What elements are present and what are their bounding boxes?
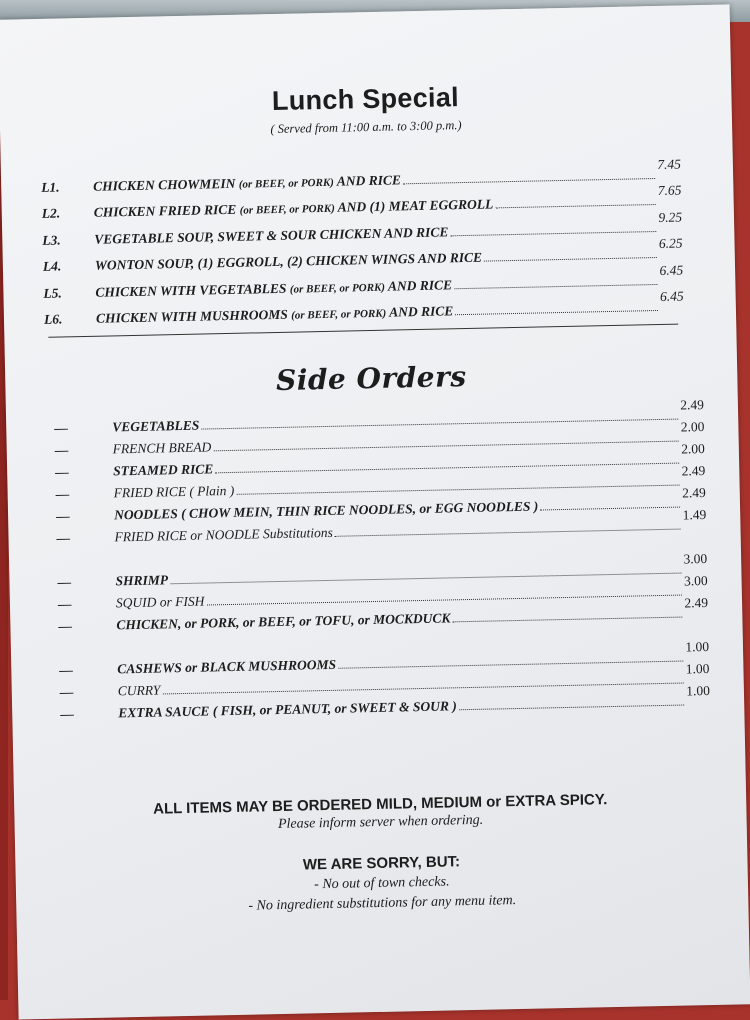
item-price: 1.00 xyxy=(685,638,710,655)
dot-leader xyxy=(450,230,656,235)
section-title: Side Orders xyxy=(275,360,467,397)
item-name: VEGETABLE SOUP, SWEET & SOUR CHICKEN AND RICE xyxy=(94,223,449,247)
item-price: 2.00 xyxy=(681,441,705,457)
item-name: EXTRA SAUCE ( FISH, or PEANUT, or SWEET & SOUR ) xyxy=(118,698,457,721)
item-dash: — xyxy=(55,486,70,502)
spicy-notice: ALL ITEMS MAY BE ORDERED MILD, MEDIUM or EXTRA SPICY. xyxy=(152,791,608,818)
item-price: 9.25 xyxy=(658,208,683,225)
item-name: CHICKEN WITH MUSHROOMS (or BEEF, or PORK) AND RICE xyxy=(95,303,454,326)
inform-server-note: Please inform server when ordering. xyxy=(277,812,484,833)
dot-leader xyxy=(335,529,681,537)
item-code: L4. xyxy=(42,258,62,274)
item-name: CHICKEN CHOWMEIN (or BEEF, or PORK) AND RICE xyxy=(93,171,402,194)
item-dash: — xyxy=(59,662,73,678)
item-name: CASHEWS or BLACK MUSHROOMS xyxy=(117,656,337,677)
item-dash: — xyxy=(56,530,71,546)
item-name: SQUID or FISH xyxy=(115,593,205,611)
item-name: VEGETABLES xyxy=(112,417,200,435)
dot-leader xyxy=(452,617,682,623)
item-dash: — xyxy=(57,574,72,590)
item-name: NOODLES ( CHOW MEIN, THIN RICE NOODLES, or EGG NOODLES ) xyxy=(113,498,539,523)
item-code: L2. xyxy=(41,205,61,221)
page-title: Lunch Special xyxy=(271,82,460,117)
dot-leader xyxy=(455,310,658,315)
item-price: 2.00 xyxy=(680,419,705,435)
footer-notes xyxy=(14,788,748,919)
dot-leader xyxy=(459,705,685,711)
item-name: CHICKEN FRIED RICE (or BEEF, or PORK) AND (1) MEAT EGGROLL xyxy=(93,196,494,220)
item-price: 1.00 xyxy=(685,660,710,677)
dot-leader xyxy=(484,257,657,262)
item-price: 1.00 xyxy=(686,682,711,699)
item-name: CURRY xyxy=(117,682,161,699)
item-name: CHICKEN WITH VEGETABLES (or BEEF, or PORK) AND RICE xyxy=(95,276,453,300)
item-dash: — xyxy=(57,596,72,612)
item-code: L3. xyxy=(42,231,61,248)
item-price: 2.49 xyxy=(684,595,709,611)
item-dash: — xyxy=(58,618,73,634)
item-price: 6.25 xyxy=(658,235,683,251)
item-name: FRIED RICE ( Plain ) xyxy=(113,482,235,501)
item-name: FRIED RICE or NOODLE Substitutions xyxy=(114,524,333,545)
no-checks-note: - No out of town checks. xyxy=(314,874,450,893)
lunch-special-list xyxy=(41,155,684,327)
item-dash: — xyxy=(55,464,69,480)
item-dash: — xyxy=(54,442,69,458)
item-code: L6. xyxy=(43,311,63,327)
item-price: 7.45 xyxy=(657,155,682,172)
item-price: 2.49 xyxy=(680,397,705,413)
sorry-heading: WE ARE SORRY, BUT: xyxy=(302,853,461,874)
item-dash: — xyxy=(60,706,74,722)
item-dash: — xyxy=(54,420,68,436)
item-price: 6.45 xyxy=(659,288,684,304)
item-dash: — xyxy=(55,508,70,524)
item-code: L5. xyxy=(43,284,62,301)
item-code: L1. xyxy=(41,178,60,195)
item-name: SHRIMP xyxy=(115,572,169,589)
dot-leader xyxy=(540,507,680,511)
item-price: 7.65 xyxy=(657,182,682,198)
item-name: STEAMED RICE xyxy=(113,461,214,479)
item-price: 6.45 xyxy=(659,261,684,278)
item-price: 2.49 xyxy=(681,485,706,501)
item-price: 2.49 xyxy=(681,463,706,479)
item-price: 3.00 xyxy=(683,551,708,567)
page-subtitle: ( Served from 11:00 a.m. to 3:00 p.m.) xyxy=(270,118,462,137)
menu-page xyxy=(0,4,750,1019)
no-substitutions-note: - No ingredient substitutions for any menu item. xyxy=(248,893,517,914)
item-name: WONTON SOUP, (1) EGGROLL, (2) CHICKEN WINGS AND RICE xyxy=(94,249,483,273)
item-dash: — xyxy=(59,684,74,700)
item-price: 3.00 xyxy=(683,573,708,589)
item-name: CHICKEN, or PORK, or BEEF, or TOFU, or MOCKDUCK xyxy=(116,610,451,633)
side-orders-list xyxy=(54,397,711,723)
item-name: FRENCH BREAD xyxy=(112,439,212,457)
dot-leader xyxy=(454,283,658,288)
item-price: 1.49 xyxy=(682,507,707,523)
dot-leader xyxy=(495,204,656,208)
